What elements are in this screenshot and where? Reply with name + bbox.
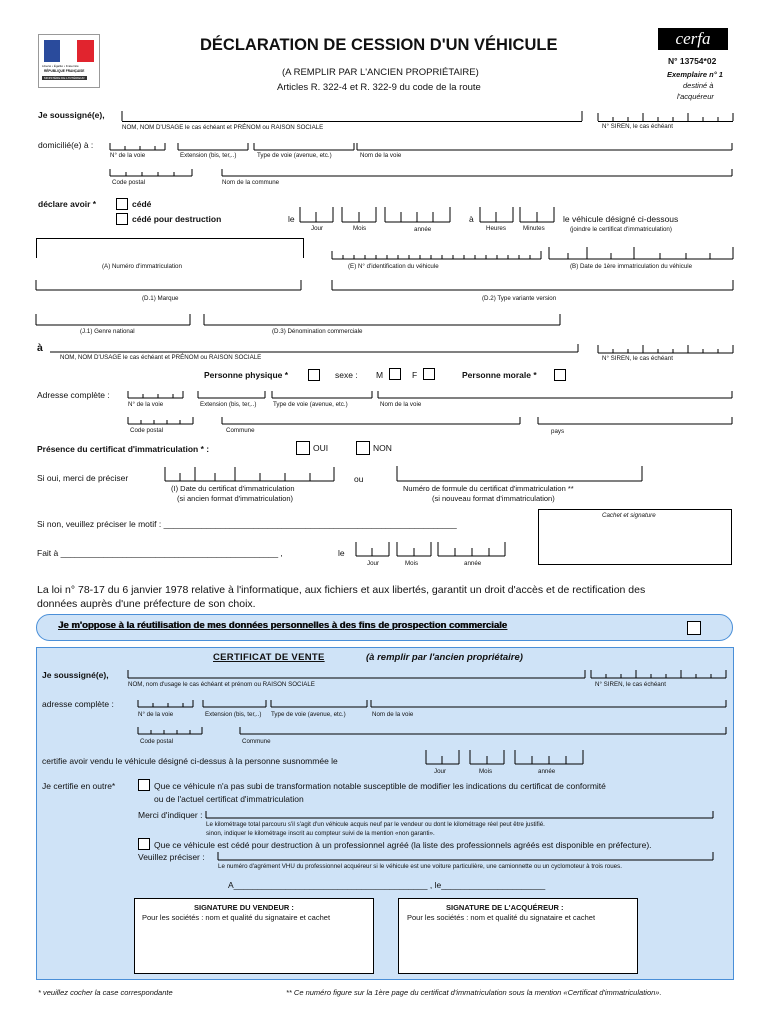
opposition-text: Je m'oppose à la réutilisation de mes données personnelles à des fins de prospection commerciale [58, 620, 507, 631]
si-oui-label: Si oui, merci de préciser [37, 473, 129, 483]
sexe-m-checkbox[interactable] [389, 368, 401, 380]
seller-addr-type-caption: Type de voie (avenue, etc.) [257, 152, 332, 159]
no-transformation-text-2: ou de l'actuel certificat d'immatriculation [154, 794, 304, 804]
sexe-label: sexe : [335, 370, 358, 380]
vehicle-designated-label: le véhicule désigné ci-dessous [563, 214, 679, 224]
footer-note-formule: ** Ce numéro figure sur la 1ère page du certificat d'immatriculation sous la mention «Certificat d'immatriculation». [286, 988, 662, 997]
opposition-checkbox[interactable] [687, 621, 701, 635]
sale-commune-caption: Commune [242, 738, 271, 745]
sale-postal-caption: Code postal [140, 738, 174, 745]
certificate-date-caption: (I) Date du certificat d'immatriculation [171, 484, 295, 493]
cerfa-logo: cerfa [658, 28, 728, 50]
declare-label: déclare avoir * [38, 199, 97, 209]
oui-checkbox[interactable] [296, 441, 310, 455]
buyer-adresse-label: Adresse complète : [37, 390, 110, 400]
sale-addr-name-caption: Nom de la voie [372, 711, 414, 718]
formule-caption: Numéro de formule du certificat d'immatriculation ** [403, 484, 574, 493]
buyer-name-caption: NOM, NOM D'USAGE le cas échéant et PRÉNOM ou RAISON SOCIALE [60, 354, 262, 361]
fait-a-field[interactable]: Fait à ______________________________________________ , [37, 548, 283, 558]
buyer-postal-caption: Code postal [130, 427, 164, 434]
loi-informatique-text-2: données auprès d'une préfecture de son choix. [37, 598, 256, 610]
sale-annee-caption: année [538, 768, 556, 775]
footer-note-checkbox: * veuillez cocher la case correspondante [38, 988, 173, 997]
destruction-checkbox[interactable] [138, 838, 150, 850]
immatriculation-caption: (A) Numéro d'immatriculation [102, 263, 182, 270]
merci-indiquer-label: Merci d'indiquer : [138, 810, 203, 820]
sale-place-date-field[interactable]: A_________________________________________ , le______________________ [228, 880, 546, 890]
seller-commune-caption: Nom de la commune [222, 179, 280, 186]
transfer-heures-caption: Heures [486, 225, 506, 232]
cerfa-number: N° 13754*02 [668, 56, 717, 66]
si-non-motif[interactable]: Si non, veuillez préciser le motif : ______________________________________________________________ [37, 519, 457, 529]
sale-mois-caption: Mois [479, 768, 493, 775]
fait-mois-caption: Mois [405, 560, 419, 567]
no-transformation-text: Que ce véhicule n'a pas subi de transformation notable susceptible de modifier les indications du certificat de conformité [154, 781, 606, 791]
seller-domicilie-label: domicilié(e) à : [38, 140, 94, 150]
non-checkbox[interactable] [356, 441, 370, 455]
loi-informatique-text: La loi n° 78-17 du 6 janvier 1978 relative à l'informatique, aux fichiers et aux libertés, garantit un droit d'accès et de rectification des [37, 584, 646, 596]
buyer-signature-sub: Pour les sociétés : nom et qualité du signataire et cachet [407, 913, 596, 922]
veuillez-preciser-label: Veuillez préciser : [138, 852, 205, 862]
kilometrage-note: Le kilométrage total parcouru s'il s'agit d'un véhicule acquis neuf par le vendeur ou dont le kilométrage réel peut être justifié. [206, 821, 545, 828]
personne-physique-checkbox[interactable] [308, 369, 320, 381]
seller-je-soussigne: Je soussigné(e), [38, 110, 105, 120]
destine-label: destiné à [683, 81, 714, 90]
transfer-le-label: le [288, 214, 295, 224]
sale-jour-caption: Jour [434, 768, 447, 775]
page-subtitle: (A REMPLIR PAR L'ANCIEN PROPRIÉTAIRE) [282, 67, 479, 78]
articles-reference: Articles R. 322-4 et R. 322-9 du code de la route [277, 82, 481, 93]
sale-siren-caption: N° SIREN, le cas échéant [595, 681, 666, 688]
acquereur-label: l'acquéreur [677, 92, 714, 101]
cachet-signature-label: Cachet et signature [602, 512, 656, 519]
kilometrage-note-2: sinon, indiquer le kilométrage inscrit au compteur suivi de la mention «non garanti». [206, 830, 435, 837]
exemplaire-number: Exemplaire n° 1 [667, 70, 723, 79]
transfer-a-label: à [469, 214, 474, 224]
cede-destruction-label: cédé pour destruction [132, 214, 222, 224]
certifie-vente-text: certifie avoir vendu le véhicule désigné ci-dessus à la personne susnommée le [42, 756, 338, 766]
sale-certificate-title: CERTIFICAT DE VENTE [213, 652, 325, 663]
buyer-addr-name-caption: Nom de la voie [380, 401, 422, 408]
vhu-agrement-field[interactable] [0, 0, 1, 1]
seller-siren-caption: N° SIREN, le cas échéant [602, 123, 673, 130]
buyer-commune-caption: Commune [226, 427, 255, 434]
buyer-pays-caption: pays [551, 428, 565, 435]
sale-je-soussigne: Je soussigné(e), [42, 670, 109, 680]
seller-siren-field[interactable] [598, 121, 733, 122]
seller-signature-sub: Pour les sociétés : nom et qualité du signataire et cachet [142, 913, 331, 922]
sale-name-caption: NOM, nom d'usage le cas échéant et prénom ou RAISON SOCIALE [128, 681, 315, 688]
cede-label: cédé [132, 199, 152, 209]
sale-addr-type-caption: Type de voie (avenue, etc.) [271, 711, 346, 718]
page-title: DÉCLARATION DE CESSION D'UN VÉHICULE [200, 36, 558, 54]
sexe-f-label: F [412, 370, 418, 380]
destruction-text: Que ce véhicule est cédé pour destruction à un professionnel agréé (la liste des professionnels agréés est disponible en préfecture). [154, 840, 652, 850]
seller-addr-no-caption: N° de la voie [110, 152, 146, 159]
seller-name-field[interactable] [122, 121, 582, 122]
buyer-siren-caption: N° SIREN, le cas échéant [602, 355, 673, 362]
cede-destruction-checkbox[interactable] [116, 213, 128, 225]
old-format-caption: (si ancien format d'immatriculation) [177, 494, 294, 503]
buyer-addr-no-caption: N° de la voie [128, 401, 164, 408]
seller-postal-caption: Code postal [112, 179, 146, 186]
seller-addr-ext-caption: Extension (bis, ter,..) [180, 152, 237, 159]
fait-annee-caption: année [464, 560, 482, 567]
genre-caption: (J.1) Genre national [80, 328, 135, 335]
buyer-signature-title: SIGNATURE DE L'ACQUÉREUR : [446, 903, 564, 912]
seller-name-caption: NOM, NOM D'USAGE le cas échéant et PRÉNOM ou RAISON SOCIALE [122, 124, 324, 131]
first-registration-caption: (B) Date de 1ère immatriculation du véhicule [570, 263, 693, 270]
sale-addr-no-caption: N° de la voie [138, 711, 174, 718]
sexe-f-checkbox[interactable] [423, 368, 435, 380]
marque-caption: (D.1) Marque [142, 295, 179, 302]
sale-adresse-label: adresse complète : [42, 699, 114, 709]
oui-label: OUI [313, 443, 329, 453]
transfer-jour-caption: Jour [311, 225, 324, 232]
fait-jour-caption: Jour [367, 560, 380, 567]
sale-addr-ext-caption: Extension (bis, ter,..) [205, 711, 262, 718]
join-certificate-note: (joindre le certificat d'immatriculation) [570, 226, 672, 233]
je-certifie-label: Je certifie en outre* [42, 781, 116, 791]
gov-logo-republic: RÉPUBLIQUE FRANÇAISE [44, 69, 85, 73]
sale-certificate-subtitle: (à remplir par l'ancien propriétaire) [366, 652, 523, 663]
type-variante-caption: (D.2) Type variante version [482, 295, 557, 302]
gov-logo-ministry: MINISTÈRE DE L'INTÉRIEUR [44, 76, 85, 80]
presence-certificat-label: Présence du certificat d'immatriculation * : [37, 444, 210, 454]
buyer-addr-ext-caption: Extension (bis, ter,..) [200, 401, 257, 408]
vhu-note: Le numéro d'agrément VHU du professionnel acquéreur si le véhicule est une voiture particulière, une camionnette ou un cyclomoteur à trois roues. [218, 863, 622, 870]
denomination-caption: (D.3) Dénomination commerciale [272, 328, 363, 335]
gov-logo-motto: Liberté • Égalité • Fraternité [42, 64, 79, 68]
gov-logo [38, 34, 100, 88]
sexe-m-label: M [376, 370, 384, 380]
vin-caption: (E) N° d'identification du véhicule [348, 263, 439, 270]
personne-physique-label: Personne physique * [204, 370, 289, 380]
seller-addr-name-caption: Nom de la voie [360, 152, 402, 159]
transfer-minutes-caption: Minutes [523, 225, 545, 232]
new-format-caption: (si nouveau format d'immatriculation) [432, 494, 555, 503]
no-transformation-checkbox[interactable] [138, 779, 150, 791]
cede-checkbox[interactable] [116, 198, 128, 210]
seller-signature-title: SIGNATURE DU VENDEUR : [194, 903, 294, 912]
buyer-a-label: à [37, 342, 43, 354]
transfer-annee-caption: année [414, 226, 432, 233]
buyer-addr-type-caption: Type de voie (avenue, etc.) [273, 401, 348, 408]
fait-le-label: le [338, 548, 345, 558]
transfer-mois-caption: Mois [353, 225, 367, 232]
non-label: NON [373, 443, 392, 453]
ou-label: ou [354, 474, 364, 484]
personne-morale-checkbox[interactable] [554, 369, 566, 381]
immatriculation-field[interactable] [36, 238, 304, 258]
personne-morale-label: Personne morale * [462, 370, 537, 380]
